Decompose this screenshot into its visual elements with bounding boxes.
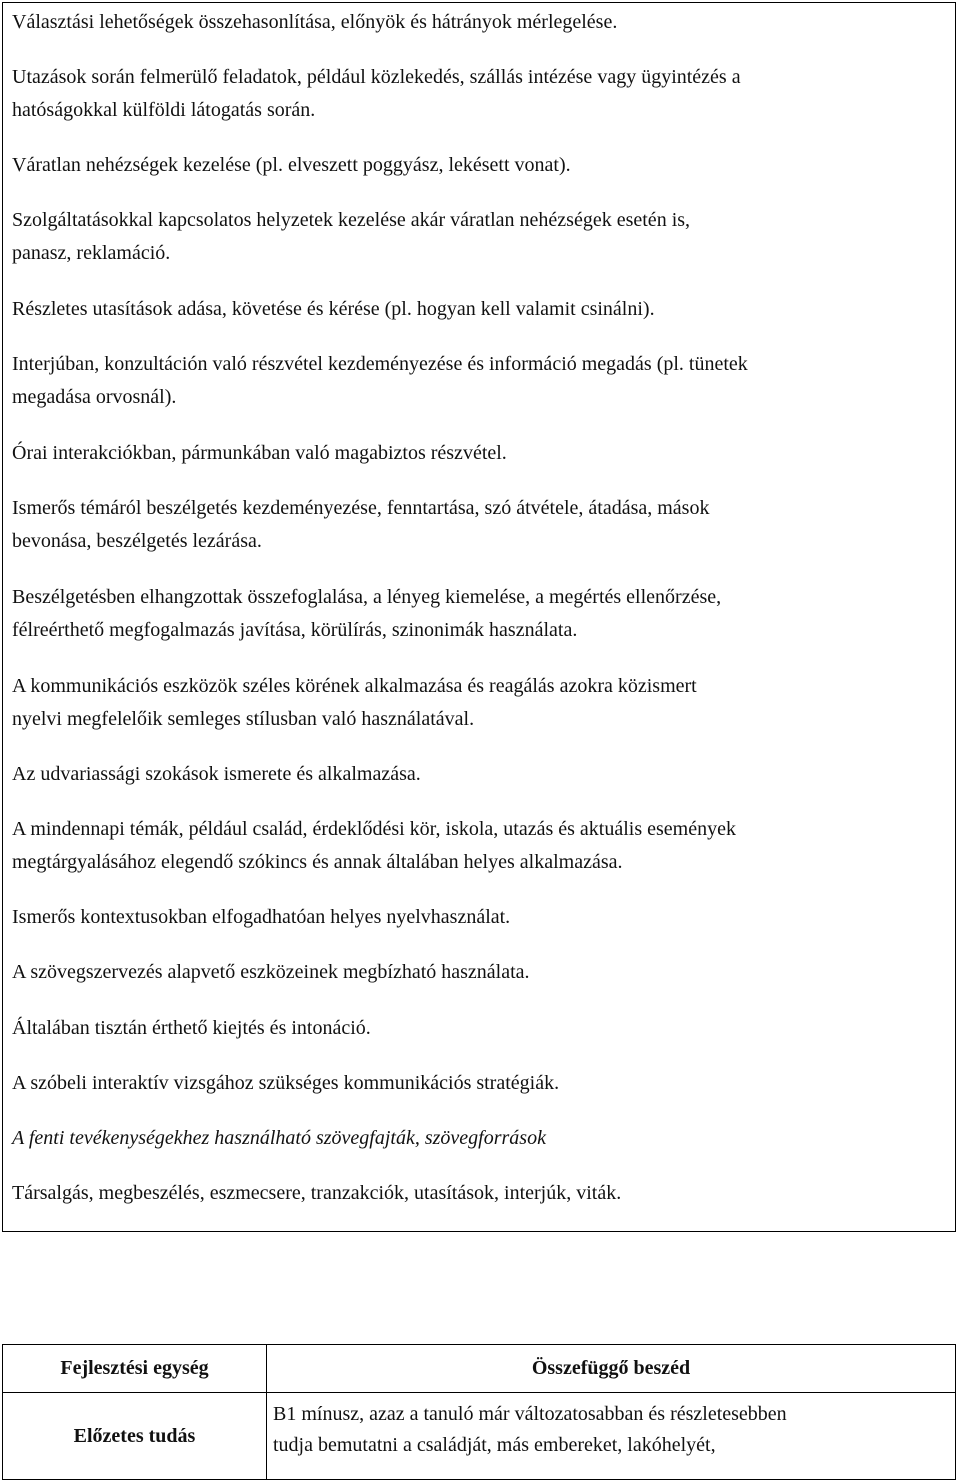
header-cell-unit-label: Fejlesztési egység [3, 1345, 267, 1393]
paragraph: Részletes utasítások adása, követése és kérése (pl. hogyan kell valamit csinálni). [12, 298, 655, 320]
row-label-cell: Előzetes tudás [3, 1393, 267, 1480]
paragraph: A szövegszervezés alapvető eszközeinek megbízható használata. [12, 961, 530, 983]
paragraph: Ismerős kontextusokban elfogadhatóan helyes nyelvhasználat. [12, 906, 511, 928]
header-cell-unit-name: Összefüggő beszéd [267, 1345, 956, 1393]
paragraph: Ismerős témáról beszélgetés kezdeményezése, fenntartása, szó átvétele, átadása, mások bevonása, beszélgetés lezárása. [12, 497, 710, 552]
section-subheading: A fenti tevékenységekhez használható szövegfajták, szövegforrások [12, 1127, 546, 1149]
paragraph: Interjúban, konzultáción való részvétel kezdeményezése és információ megadás (pl. tünetek megadása orvosnál). [12, 353, 748, 408]
paragraph: A szóbeli interaktív vizsgához szükséges kommunikációs stratégiák. [12, 1072, 560, 1094]
paragraph: Utazások során felmerülő feladatok, például közlekedés, szállás intézése vagy ügyintézés a hatóságokkal külföldi látogatás során. [12, 66, 741, 121]
paragraph: Órai interakciókban, pármunkában való magabiztos részvétel. [12, 442, 507, 464]
content-box [2, 2, 956, 1232]
paragraph: Szolgáltatásokkal kapcsolatos helyzetek kezelése akár váratlan nehézségek esetén is, panasz, reklamáció. [12, 209, 691, 264]
paragraph: Az udvariassági szokások ismerete és alkalmazása. [12, 763, 421, 785]
row-content-cell: B1 mínusz, azaz a tanuló már változatosabban és részletesebben tudja bemutatni a családját, más embereket, lakóhelyét, [267, 1393, 956, 1480]
paragraph: A kommunikációs eszközök széles körének alkalmazása és reagálás azokra közismert nyelvi megfelelőik semleges stílusban való használatával. [12, 675, 697, 730]
paragraph: Társalgás, megbeszélés, eszmecsere, tranzakciók, utasítások, interjúk, viták. [12, 1182, 622, 1204]
paragraph: Váratlan nehézségek kezelése (pl. elveszett poggyász, lekésett vonat). [12, 154, 571, 176]
table-row [3, 1393, 956, 1480]
paragraph: Választási lehetőségek összehasonlítása, előnyök és hátrányok mérlegelése. [12, 11, 618, 33]
paragraph: Beszélgetésben elhangzottak összefoglalása, a lényeg kiemelése, a megértés ellenőrzése, félreérthető megfogalmazás javítása, körülírás, szinonimák használata. [12, 586, 722, 641]
table-header-row [3, 1345, 956, 1393]
paragraph: A mindennapi témák, például család, érdeklődési kör, iskola, utazás és aktuális események megtárgyalásához elegendő szókincs és annak általában helyes alkalmazása. [12, 818, 736, 873]
paragraph: Általában tisztán érthető kiejtés és intonáció. [12, 1017, 371, 1039]
development-unit-table [2, 1344, 956, 1480]
